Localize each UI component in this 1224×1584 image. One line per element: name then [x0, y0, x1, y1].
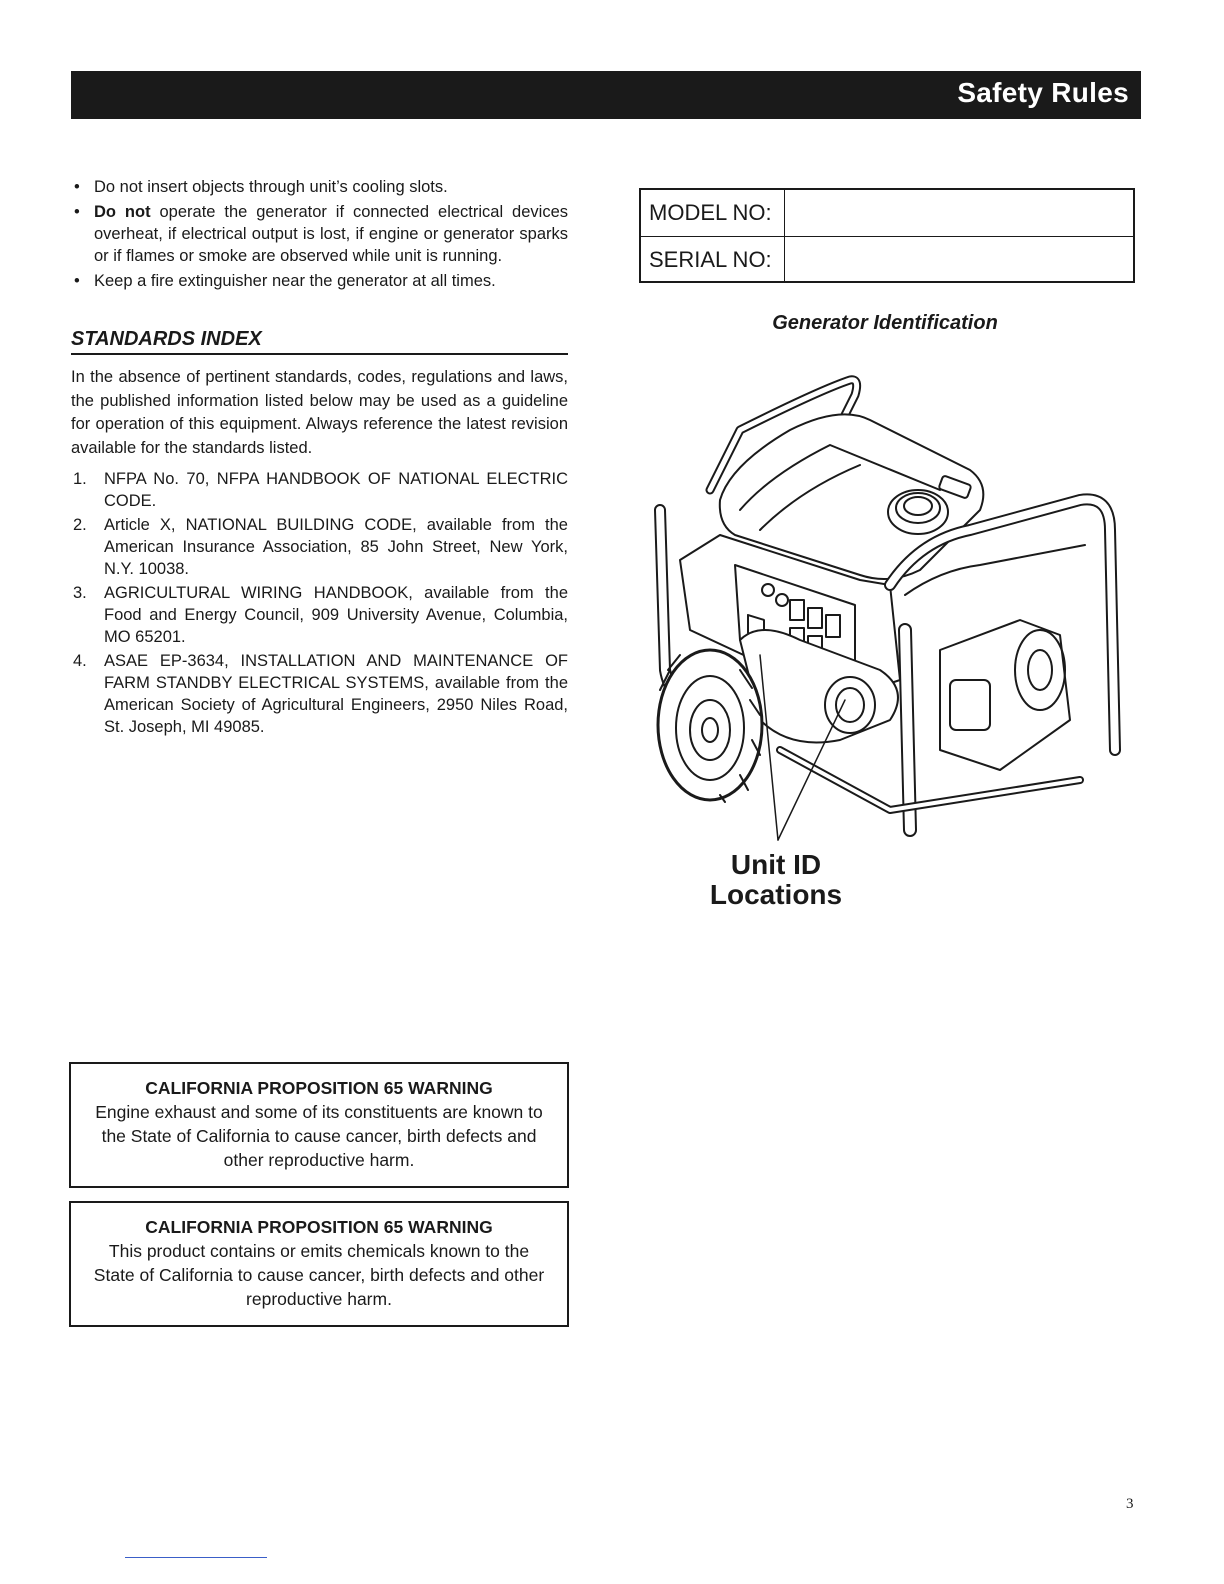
section-header-bar [71, 71, 1141, 119]
prop65-warning-box [69, 1201, 569, 1327]
figure-caption: Generator Identification [772, 312, 998, 334]
prop65-warning-box [69, 1062, 569, 1188]
base-rail [780, 750, 1080, 810]
warning-text: Engine exhaust and some of its constituents are known to the State of California to cause cancer, birth defects and other reproductive harm. [95, 1102, 543, 1170]
bullet-item: • Do not operate the generator if connected electrical devices overheat, if electrical output is lost, if engine or generator sparks or if flames or smoke are observed while unit is running. [72, 201, 568, 267]
bullet-item: • Keep a fire extinguisher near the generator at all times. [72, 270, 568, 292]
footer-rule [125, 1557, 267, 1558]
generator-id-table [639, 188, 1135, 283]
standards-item: 1. NFPA No. 70, NFPA HANDBOOK OF NATIONAL ELECTRIC CODE. [73, 470, 568, 510]
engine-block [940, 620, 1070, 770]
model-row [641, 190, 1133, 237]
standards-item: 3. AGRICULTURAL WIRING HANDBOOK, available from the Food and Energy Council, 909 University Avenue, Columbia, MO 65201. [73, 584, 568, 646]
bullet-bold: Do not [94, 203, 151, 221]
bullet-item: • Do not insert objects through unit’s cooling slots. [72, 176, 568, 198]
standards-list [71, 468, 568, 740]
warning-title: CALIFORNIA PROPOSITION 65 WARNING [145, 1217, 493, 1237]
model-value[interactable] [791, 190, 1133, 236]
standards-intro: In the absence of pertinent standards, codes, regulations and laws, the published information listed below may be used as a guideline for operation of this equipment. Always reference the latest revision available for the standards listed. [71, 368, 568, 457]
model-label: MODEL NO: [641, 190, 785, 236]
warning-title: CALIFORNIA PROPOSITION 65 WARNING [145, 1078, 493, 1098]
unit-id-label [676, 850, 876, 910]
unit-id-line1: Unit ID [730, 849, 822, 880]
generator-illustration [640, 370, 1140, 850]
section-title: Safety Rules [957, 77, 1129, 108]
page-number: 3 [1126, 1496, 1134, 1512]
safety-bullet-list [72, 176, 568, 295]
serial-row [641, 237, 1133, 283]
wheel [658, 650, 762, 800]
serial-value[interactable] [791, 237, 1133, 283]
serial-label: SERIAL NO: [641, 237, 785, 283]
warning-text: This product contains or emits chemicals known to the State of California to cause cancer, birth defects and other reproductive harm. [93, 1241, 545, 1309]
standards-item: 2. Article X, NATIONAL BUILDING CODE, available from the American Insurance Association, 85 John Street, New York, N.Y. 10038. [73, 516, 568, 578]
unit-id-line2: Locations [709, 879, 843, 910]
standards-heading: STANDARDS INDEX [71, 328, 568, 355]
standards-item: 4. ASAE EP-3634, INSTALLATION AND MAINTENANCE OF FARM STANDBY ELECTRICAL SYSTEMS, available from the American Society of Agricultural Engineers, 2950 Niles Road, St. Joseph, MI 49085. [73, 652, 568, 736]
